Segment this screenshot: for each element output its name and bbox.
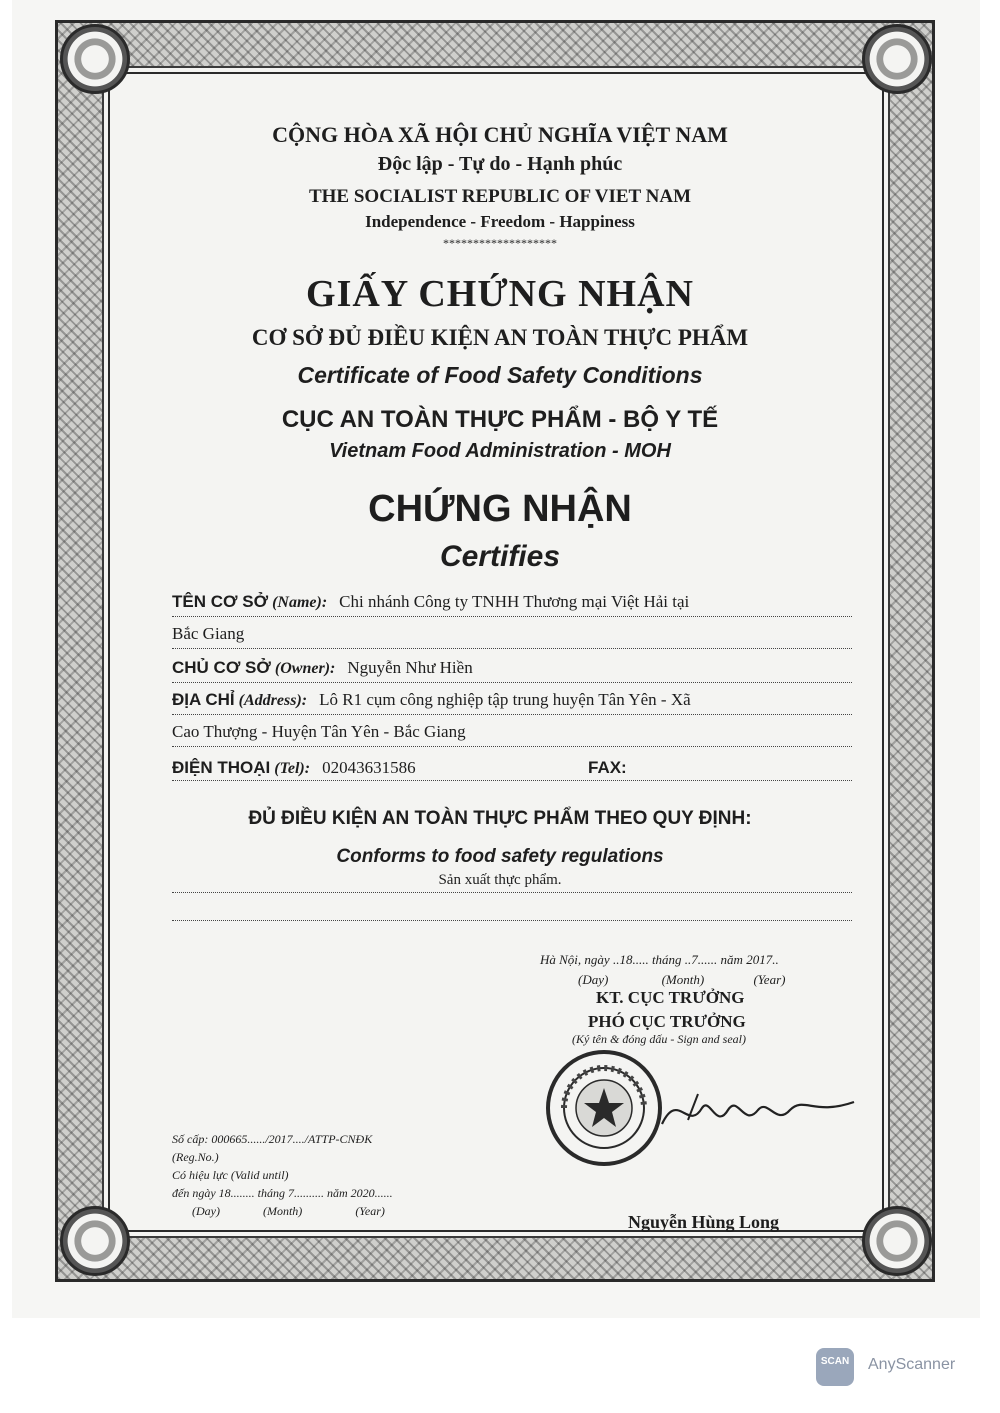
signer-name: Nguyễn Hùng Long xyxy=(628,1212,780,1232)
conformity-scope: Sản xuất thực phẩm. xyxy=(438,872,562,888)
valid-until-date: đến ngày 18........ tháng 7.......... năm 2020...... xyxy=(172,1186,393,1200)
dotted-rule xyxy=(172,920,852,921)
registration-label: (Reg.No.) xyxy=(172,1150,219,1164)
day-label: (Day) xyxy=(192,1204,220,1218)
field-address-cont xyxy=(172,722,852,742)
dotted-rule xyxy=(172,714,852,715)
motto-vn: Độc lập - Tự do - Hạnh phúc xyxy=(377,153,623,175)
address-label: ĐỊA CHỈ xyxy=(172,690,235,709)
field-name-cont xyxy=(172,624,852,644)
certificate-content xyxy=(120,80,880,1230)
phone-label-en: (Tel): xyxy=(274,760,311,777)
dotted-rule xyxy=(172,682,852,683)
dotted-rule xyxy=(172,616,852,617)
dotted-rule xyxy=(172,780,852,781)
scanner-badge-text: SCAN xyxy=(820,1356,850,1367)
stars-divider: ******************* xyxy=(443,236,557,250)
owner-label: CHỦ CƠ SỞ xyxy=(172,658,271,677)
field-name xyxy=(172,592,852,612)
official-seal-icon xyxy=(544,1048,664,1168)
issuing-agency-vn: CỤC AN TOÀN THỰC PHẨM - BỘ Y TẾ xyxy=(281,406,719,433)
conformity-heading-vn: ĐỦ ĐIỀU KIỆN AN TOÀN THỰC PHẨM THEO QUY ĐỊNH: xyxy=(248,808,752,829)
certifies-heading-en: Certifies xyxy=(439,540,561,573)
field-fax xyxy=(588,758,788,778)
issue-date-labels xyxy=(578,972,785,988)
valid-date-labels xyxy=(192,1204,385,1219)
year-label: (Year) xyxy=(355,1204,385,1218)
phone-label: ĐIỆN THOẠI xyxy=(172,758,271,777)
dotted-rule xyxy=(172,892,852,893)
motto-en: Independence - Freedom - Happiness xyxy=(365,212,635,231)
address-value-line1: Lô R1 cụm công nghiệp tập trung huyện Tân Yên - Xã xyxy=(319,690,691,709)
month-label: (Month) xyxy=(262,1204,303,1218)
field-address xyxy=(172,690,852,710)
name-value-line1: Chi nhánh Công ty TNHH Thương mại Việt Hải tại xyxy=(339,592,690,611)
republic-name-vn: CỘNG HÒA XÃ HỘI CHỦ NGHĨA VIỆT NAM xyxy=(272,122,728,147)
registration-number: Số cấp: 000665....../2017..../ATTP-CNĐK xyxy=(172,1132,373,1146)
certificate-subtitle-vn: CƠ SỞ ĐỦ ĐIỀU KIỆN AN TOÀN THỰC PHẨM xyxy=(251,325,749,350)
owner-label-en: (Owner): xyxy=(274,660,336,677)
address-label-en: (Address): xyxy=(238,692,308,709)
dotted-rule xyxy=(172,746,852,747)
issuing-agency-en: Vietnam Food Administration - MOH xyxy=(329,440,671,462)
phone-value: 02043631586 xyxy=(322,758,416,777)
address-value-line2: Cao Thượng - Huyện Tân Yên - Bắc Giang xyxy=(172,722,466,741)
owner-value: Nguyễn Như Hiền xyxy=(347,658,473,677)
handwritten-signature-icon xyxy=(658,1080,858,1140)
certificate-title: GIẤY CHỨNG NHẬN xyxy=(306,273,694,315)
day-label: (Day) xyxy=(578,972,609,987)
scanner-watermark: AnyScanner xyxy=(868,1356,956,1373)
signatory-title-2: PHÓ CỤC TRƯỞNG xyxy=(588,1012,746,1031)
year-label: (Year) xyxy=(753,972,786,987)
field-owner xyxy=(172,658,852,678)
name-label-en: (Name): xyxy=(272,594,328,611)
certifies-heading-vn: CHỨNG NHẬN xyxy=(368,488,632,530)
sign-seal-note: (Ký tên & đóng dấu - Sign and seal) xyxy=(572,1032,746,1046)
scanner-logo-icon xyxy=(816,1348,854,1386)
name-value-line2: Bắc Giang xyxy=(172,624,245,643)
fax-label: FAX: xyxy=(588,758,627,777)
name-label: TÊN CƠ SỞ xyxy=(172,592,269,611)
certificate-subtitle-en: Certificate of Food Safety Conditions xyxy=(297,362,703,388)
month-label: (Month) xyxy=(661,972,705,987)
republic-name-en: THE SOCIALIST REPUBLIC OF VIET NAM xyxy=(308,186,692,207)
dotted-rule xyxy=(172,648,852,649)
signatory-title-1: KT. CỤC TRƯỞNG xyxy=(596,988,745,1007)
issue-place-date: Hà Nội, ngày ..18..... tháng ..7...... năm 2017.. xyxy=(540,952,779,967)
conformity-heading-en: Conforms to food safety regulations xyxy=(336,846,664,867)
valid-until-label: Có hiệu lực (Valid until) xyxy=(172,1168,289,1182)
